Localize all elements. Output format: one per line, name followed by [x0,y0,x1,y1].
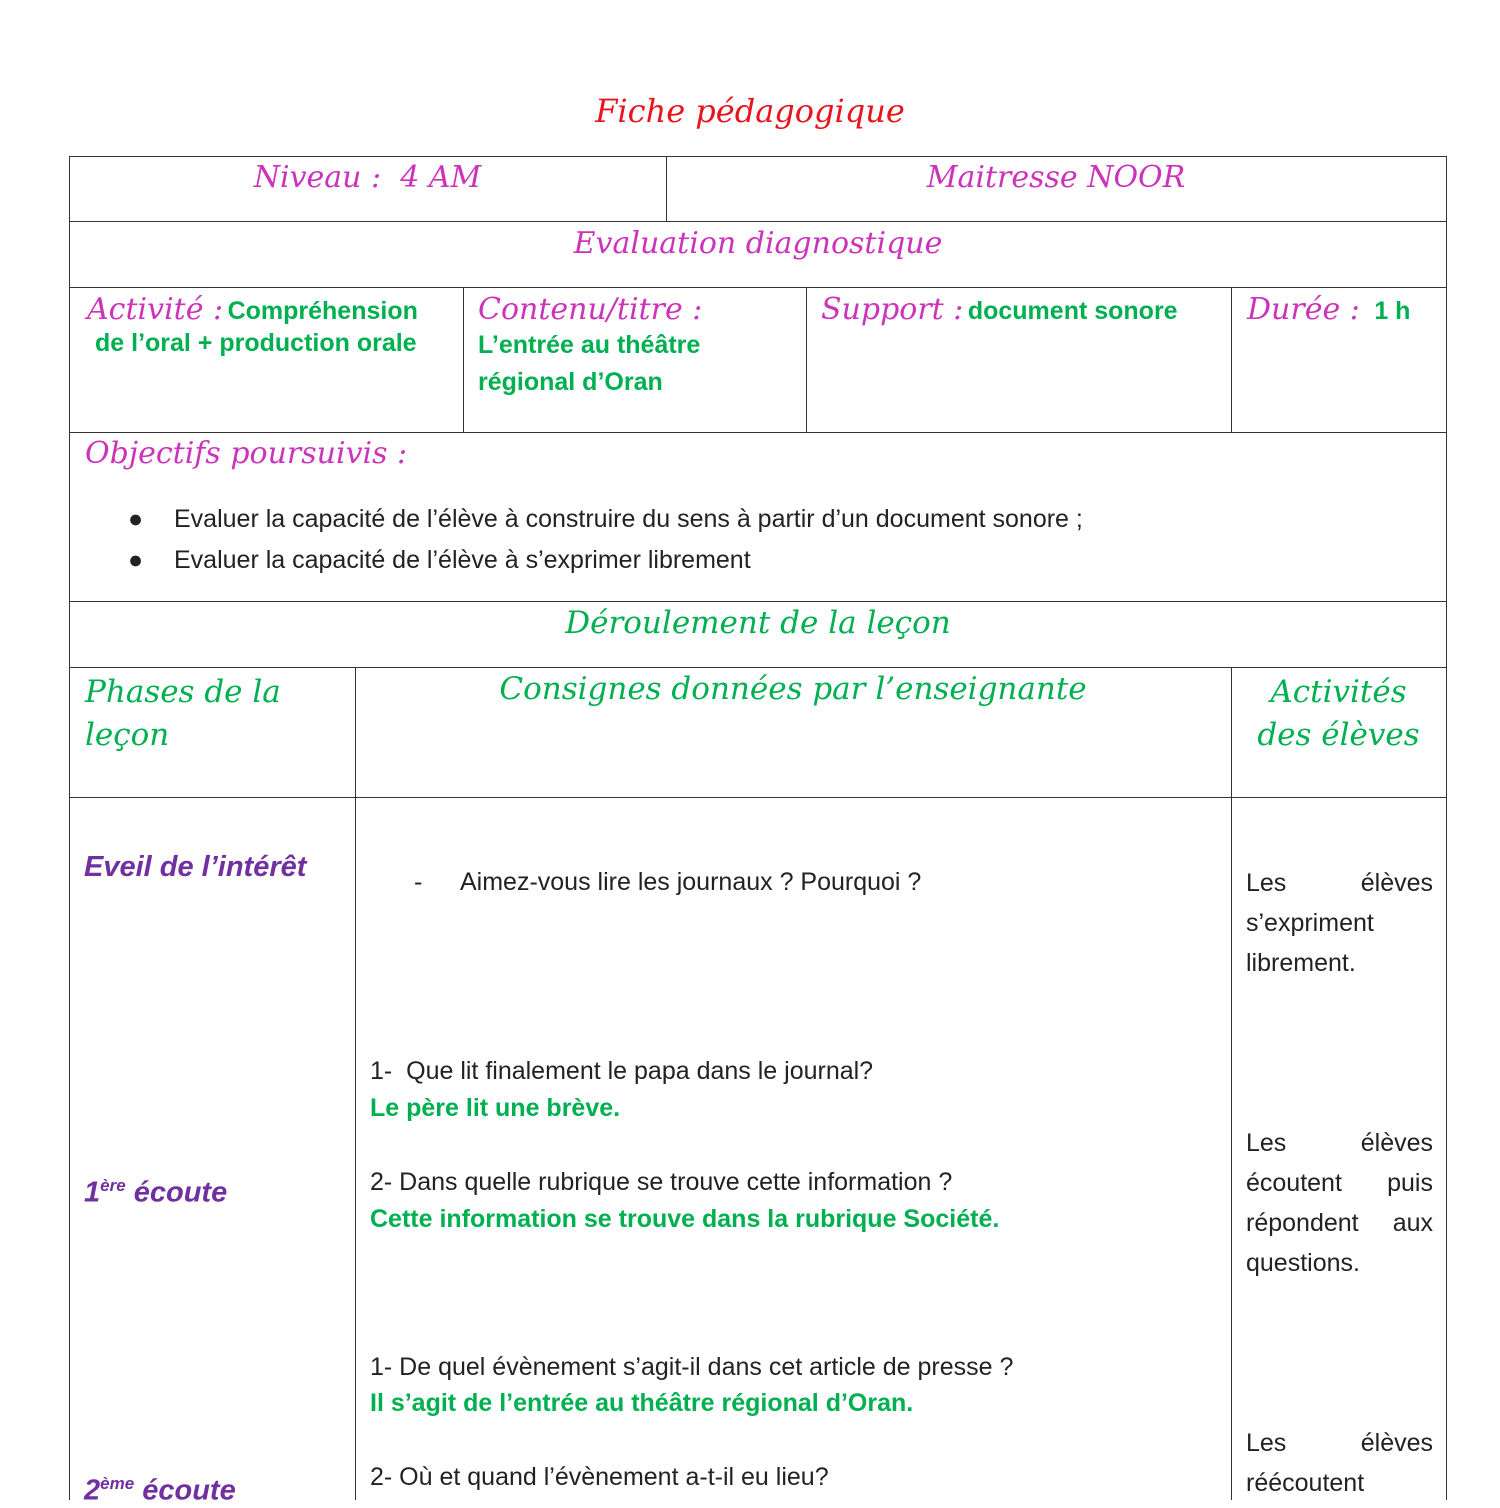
col-header-activites-line: des élèves [1257,717,1420,753]
word: questions. [1246,1249,1360,1277]
teacher-name: Maitresse NOOR [926,160,1186,195]
col-header-consignes: Consignes données par l’enseignante [499,671,1087,707]
table-border [69,432,1447,433]
activite-eleves-eveil [1246,863,1433,983]
objectif-text: Evaluer la capacité de l’élève à s’exprimer librement [174,546,751,574]
word: élèves [1360,869,1433,897]
table-border [69,156,70,1500]
table-border [1446,156,1447,1500]
answer: Cette information se trouve dans la rubrique Société. [370,1205,1000,1233]
phase-sup: ère [100,1176,126,1195]
table-border [69,156,1447,157]
contenu-label: Contenu/titre : [478,292,703,327]
bullet-icon: ● [128,505,144,533]
support-label: Support : [821,292,964,327]
col-header-phases-line: leçon [85,717,170,753]
word: répondent [1246,1209,1359,1237]
word: écoutent [1246,1169,1342,1197]
duree-label: Durée : [1247,292,1360,327]
bullet-icon: ● [128,546,144,574]
contenu-cell [478,292,798,397]
word: aux [1392,1209,1433,1237]
support-value: document sonore [967,297,1178,325]
table-border [69,667,1447,668]
objectifs-label: Objectifs poursuivis : [85,436,408,471]
phase-number: 1 [84,1176,101,1209]
word: librement. [1246,949,1356,977]
word: réécoutent [1246,1469,1365,1497]
col-header-phases-line: Phases de la [85,674,281,710]
activite-eleves-ecoute-1 [1246,1123,1433,1283]
answer: Le père lit une brève. [370,1094,621,1122]
table-border [69,601,1447,602]
word: Les [1246,869,1287,897]
eveil-dash: - [414,868,423,896]
support-cell [821,292,1221,327]
phase-ecoute-2 [84,1474,236,1508]
page-title: Fiche pédagogique [595,92,905,130]
question: 1- Que lit finalement le papa dans le journal? [370,1057,874,1085]
activite-cell [87,292,457,358]
question: 1- De quel évènement s’agit-il dans cet article de presse ? [370,1353,1014,1381]
evaluation-type: Evaluation diagnostique [573,226,943,261]
word: Les [1246,1429,1287,1457]
phase-eveil: Eveil de l’intérêt [84,851,307,883]
phase-word: écoute [125,1176,228,1209]
eveil-question: Aimez-vous lire les journaux ? Pourquoi ? [460,868,922,896]
word: s’expriment [1246,909,1374,937]
table-border [1231,287,1232,432]
objectif-text: Evaluer la capacité de l’élève à construire du sens à partir d’un document sonore ; [174,505,1083,533]
table-border [806,287,807,432]
col-header-phases [85,671,281,757]
contenu-value-2: régional d’Oran [478,368,663,396]
word: puis [1387,1169,1433,1197]
table-border [1231,667,1232,1500]
word: Les [1246,1129,1287,1157]
table-border [355,667,356,1500]
phase-word: écoute [134,1474,236,1507]
table-border [463,287,464,432]
activite-value-2: de l’oral + production orale [95,329,417,357]
phase-number: 2 [84,1474,101,1507]
table-border [69,287,1447,288]
table-border [69,797,1447,798]
duree-value: 1 h [1374,297,1411,325]
contenu-value-1: L’entrée au théâtre [478,331,701,359]
activite-value: Compréhension [227,297,418,325]
phase-ecoute-1 [84,1176,227,1210]
word: élèves [1360,1429,1433,1457]
question: 2- Où et quand l’évènement a-t-il eu lieu? [370,1463,829,1491]
table-border [69,221,1447,222]
phase-sup: ème [100,1474,135,1493]
activite-eleves-ecoute-2 [1246,1423,1433,1503]
objectif-item [128,546,751,575]
answer: Il s’agit de l’entrée au théâtre régional d’Oran. [370,1389,914,1417]
deroulement-title: Déroulement de la leçon [565,605,951,641]
col-header-activites [1231,671,1446,757]
activite-label: Activité : [87,292,224,327]
objectif-item [128,505,1083,534]
question: 2- Dans quelle rubrique se trouve cette information ? [370,1168,953,1196]
duree-cell [1247,292,1442,327]
niveau: Niveau : 4 AM [253,160,482,195]
col-header-activites-line: Activités [1270,674,1407,710]
word: élèves [1360,1129,1433,1157]
